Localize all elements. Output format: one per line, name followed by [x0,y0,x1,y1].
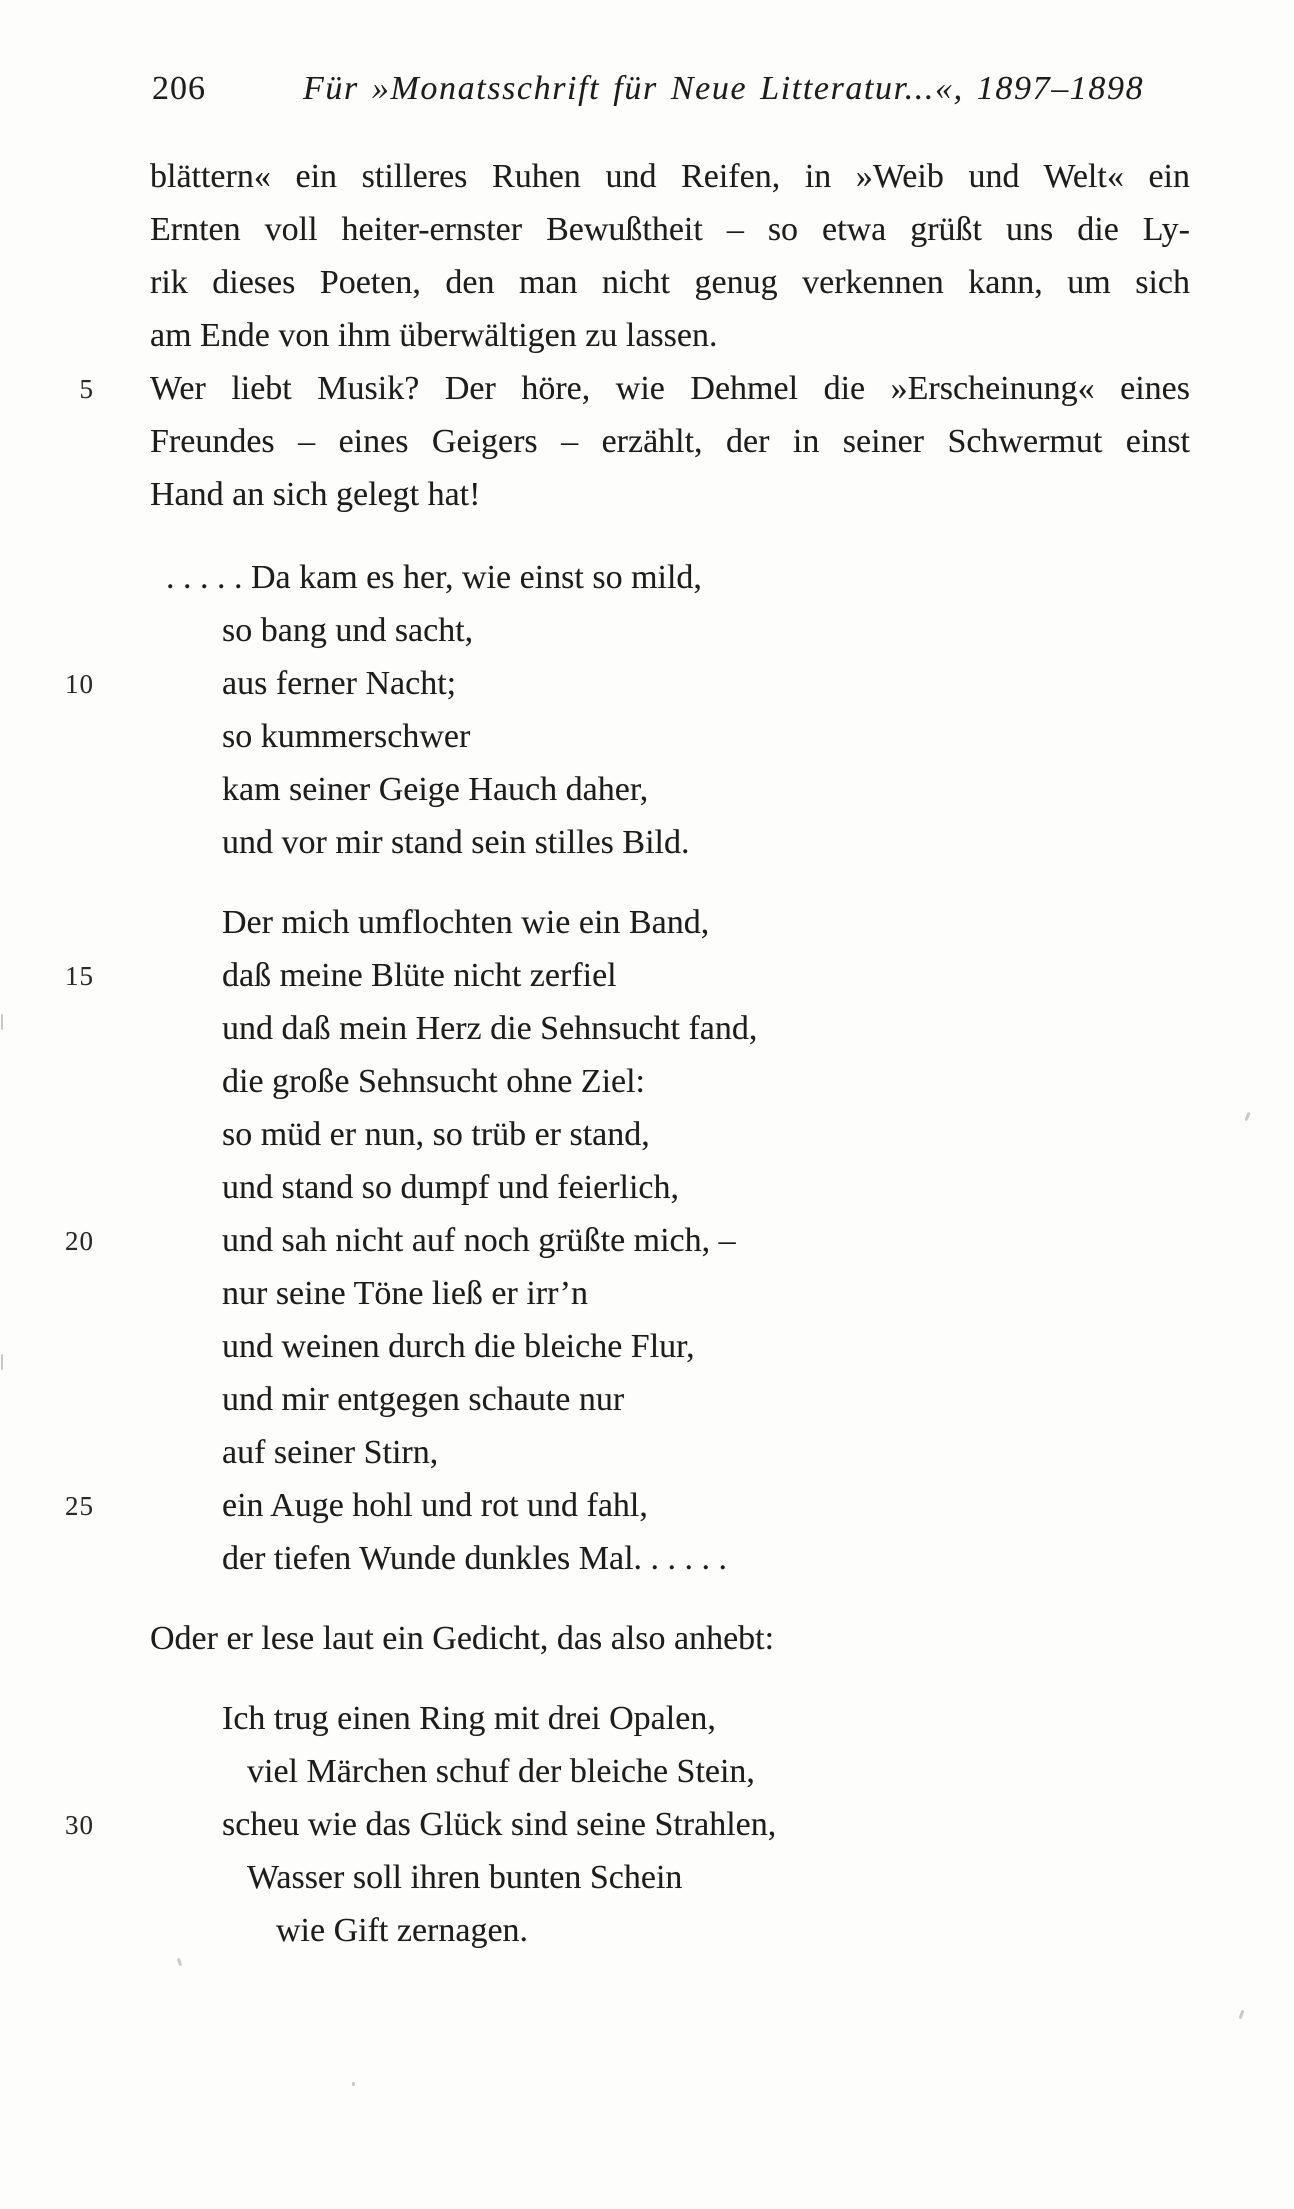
verse-line [65,1214,1190,1267]
line-text: so kummerschwer [222,718,471,755]
verse-line [150,1851,1190,1904]
prose-block [150,1612,1190,1665]
line-text: ein Auge hohl und rot und fahl, [222,1487,648,1524]
line-text: Ich trug einen Ring mit drei Opalen, [222,1700,716,1737]
margin-line-number: 30 [65,1810,94,1840]
line-text: aus ferner Nacht; [222,665,457,702]
verse-line [150,1002,1190,1055]
scan-artifact [177,1958,182,1967]
prose-line [150,1612,1190,1665]
line-text: und vor mir stand sein stilles Bild. [222,824,690,861]
running-title: Für »Monatsschrift für Neue Litteratur...«, 1897–1898 [303,70,1145,107]
verse-line [150,1108,1190,1161]
line-text: und stand so dumpf und feierlich, [222,1169,680,1206]
verse-line [150,1267,1190,1320]
prose-line [150,468,1190,521]
verse-line [150,1320,1190,1373]
verse-line [150,1426,1190,1479]
verse-line [65,949,1190,1002]
margin-line-number: 20 [65,1226,94,1256]
page-number: 206 [152,70,206,107]
prose-line [150,415,1190,468]
margin-line-number: 25 [65,1491,94,1521]
line-text: Freundes – eines Geigers – erzählt, der in seiner Schwermut einst [150,423,1190,460]
verse-line [150,816,1190,869]
margin-line-number: 15 [65,961,94,991]
prose-line [150,309,1190,362]
scan-artifact [1239,2010,1245,2019]
verse-line [150,896,1190,949]
line-text: der tiefen Wunde dunkles Mal. . . . . . [222,1540,728,1577]
line-text: Oder er lese laut ein Gedicht, das also anhebt: [150,1620,775,1657]
verse-line [150,1055,1190,1108]
line-text: viel Märchen schuf der bleiche Stein, [247,1753,755,1790]
verse-line [150,1904,1190,1957]
prose-line [150,203,1190,256]
margin-line-number: 5 [79,374,94,404]
verse-line [150,1745,1190,1798]
verse-line [150,604,1190,657]
line-text: . . . . . Da kam es her, wie einst so mild, [166,559,702,596]
line-text: auf seiner Stirn, [222,1434,439,1471]
verse-line [150,763,1190,816]
line-text: nur seine Töne ließ er irr’n [222,1275,588,1312]
line-text: und mir entgegen schaute nur [222,1381,625,1418]
running-head [0,68,1294,114]
line-text: kam seiner Geige Hauch daher, [222,771,649,808]
verse-line [150,551,1190,604]
scan-artifact [352,2082,355,2086]
line-text: und weinen durch die bleiche Flur, [222,1328,695,1365]
prose-line [79,362,1190,415]
line-text: Wasser soll ihren bunten Schein [247,1859,683,1896]
line-text: wie Gift zernagen. [276,1912,529,1949]
line-text: und sah nicht auf noch grüßte mich, – [222,1222,736,1259]
page-content [65,150,1190,1957]
line-text: die große Sehnsucht ohne Ziel: [222,1063,646,1100]
verse-line [150,1692,1190,1745]
line-text: rik dieses Poeten, den man nicht genug verkennen kann, um sich [150,264,1190,301]
line-text: daß meine Blüte nicht zerfiel [222,957,617,994]
line-text: Hand an sich gelegt hat! [150,476,481,513]
verse-block [65,896,1190,1585]
line-text: am Ende von ihm überwältigen zu lassen. [150,317,718,354]
verse-line [65,1479,1190,1532]
line-text: so müd er nun, so trüb er stand, [222,1116,650,1153]
scan-artifact [1244,1112,1250,1121]
verse-block [65,1692,1190,1957]
prose-line [150,150,1190,203]
verse-block [65,551,1190,869]
scan-artifact [1,1014,3,1030]
scan-artifact [1,1354,3,1370]
line-text: Der mich umflochten wie ein Band, [222,904,710,941]
verse-line [150,1161,1190,1214]
margin-line-number: 10 [65,669,94,699]
verse-line [65,1798,1190,1851]
line-text: scheu wie das Glück sind seine Strahlen, [222,1806,777,1843]
verse-line [150,1373,1190,1426]
verse-line [150,1532,1190,1585]
prose-block [79,150,1190,521]
line-text: so bang und sacht, [222,612,474,649]
line-text: Ernten voll heiter-ernster Bewußtheit – so etwa grüßt uns die Ly- [150,211,1190,248]
line-text: blättern« ein stilleres Ruhen und Reifen, in »Weib und Welt« ein [150,158,1190,195]
prose-line [150,256,1190,309]
line-text: und daß mein Herz die Sehnsucht fand, [222,1010,758,1047]
line-text: Wer liebt Musik? Der höre, wie Dehmel die »Erscheinung« eines [150,370,1190,407]
verse-line [150,710,1190,763]
verse-line [65,657,1190,710]
